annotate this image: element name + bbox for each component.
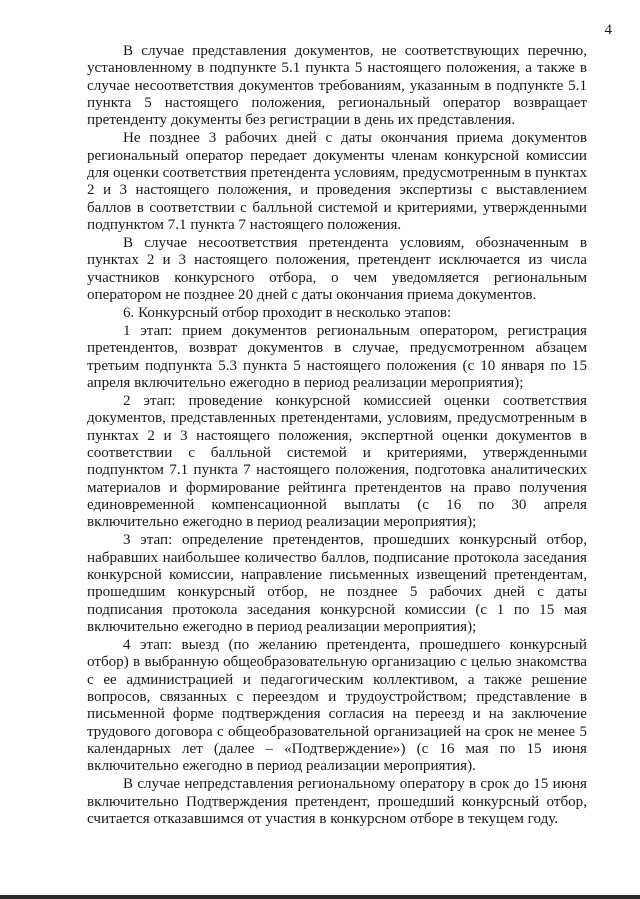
paragraph-stages-intro: 6. Конкурсный отбор проходит в несколько этапов: (123, 304, 452, 321)
paragraph-document-return: В случае представления документов, не соответствующих перечню, установленному в подпункте 5.1 пункта 5 настоящего положения, а также в случае несоответствия документов требованиям, указанным в подпункте 5.1 пункта 5 настоящего положения, региональный оператор возвращает претенденту документы без регистрации в день их представления. (87, 43, 587, 129)
page-number: 4 (604, 22, 612, 38)
bottom-scan-edge (0, 895, 640, 899)
paragraph-exclusion: В случае несоответствия претендента условиям, обозначенным в пунктах 2 и 3 настоящего положения, претендент исключается из числа участников конкурсного отбора, о чем уведомляется региональным оператором не позднее 20 дней с даты окончания приема документов. (87, 234, 587, 303)
paragraph-stage-1: 1 этап: прием документов региональным оператором, регистрация претендентов, возврат документов в случае, предусмотренном абзацем третьим подпункта 5.3 пункта 5 настоящего положения (с 10 января по 15 апреля включительно ежегодно в период реализации мероприятия); (87, 322, 587, 391)
paragraph-commission-transfer: Не позднее 3 рабочих дней с даты окончания приема документов региональный оператор передает документы членам конкурсной комиссии для оценки соответствия претендента условиям, предусмотренным в пунктах 2 и 3 настоящего положения, и проведения экспертизы с выставлением баллов в соответствии с балльной системой и критериями, утвержденными подпунктом 7.1 пункта 7 настоящего положения. (87, 130, 587, 234)
document-body (87, 43, 587, 828)
paragraph-non-submission: В случае непредставления региональному оператору в срок до 15 июня включительно Подтверждения претендент, прошедший конкурсный отбор, считается отказавшимся от участия в конкурсном отборе в текущем году. (87, 776, 587, 827)
paragraph-stage-2: 2 этап: проведение конкурсной комиссией оценки соответствия документов, представленных претендентами, условиям, предусмотренным в пунктах 2 и 3 настоящего положения, экспертной оценки документов в соответствии с балльной системой и критериями, утвержденными подпунктом 7.1 пункта 7 настоящего положения, подготовка аналитических материалов и формирование рейтинга претендентов на право получения единовременной компенсационной выплаты (с 16 по 30 апреля включительно ежегодно в период реализации мероприятия); (87, 392, 587, 531)
paragraph-stage-3: 3 этап: определение претендентов, прошедших конкурсный отбор, набравших наибольшее количество баллов, подписание протокола заседания конкурсной комиссии, направление письменных извещений претендентам, прошедшим конкурсный отбор, не позднее 5 рабочих дней с даты подписания протокола заседания конкурсной комиссии (с 1 по 15 мая включительно ежегодно в период реализации мероприятия); (87, 532, 587, 635)
paragraph-stage-4: 4 этап: выезд (по желанию претендента, прошедшего конкурсный отбор) в выбранную общеобразовательную организацию с целью знакомства с ее администрацией и педагогическим коллективом, а также решение вопросов, связанных с переездом и трудоустройством; представление в письменной форме подтверждения согласия на переезд и на заключение трудового договора с общеобразовательной организацией на срок не менее 5 календарных лет (далее – «Подтверждение») (с 16 мая по 15 июня включительно ежегодно в период реализации мероприятия). (87, 636, 587, 775)
